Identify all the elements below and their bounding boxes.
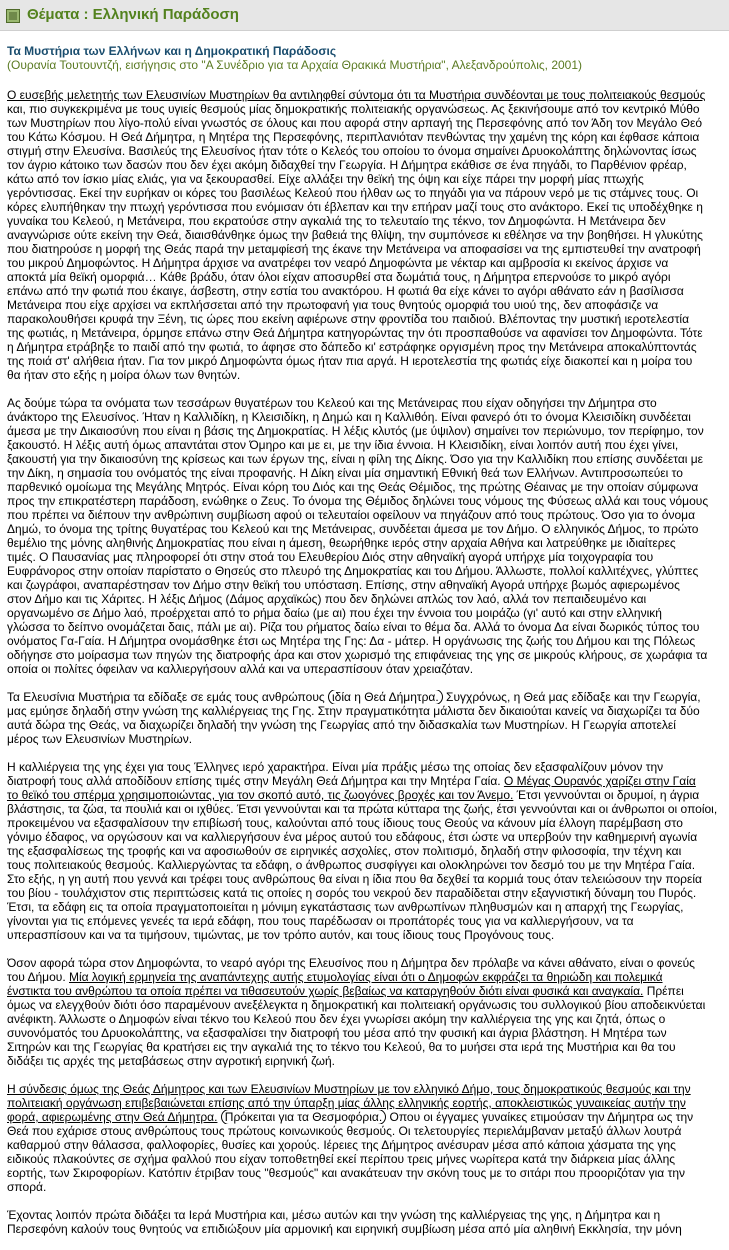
- paragraph: [7, 396, 723, 676]
- text-line: [7, 732, 723, 746]
- text-line: [7, 172, 723, 186]
- text-run: Ας δούμε τώρα τα ονόματα των τεσσάρων θυγατέρων του Κελεού και της Μετάνειρας που είχαν οδηγήσει την Δήμητρα στο: [7, 396, 657, 410]
- text-line: [7, 592, 723, 606]
- underlined-text: Ο ευσεβής μελετητής των Ελευσινίων Μυστηρίων θα αντιληφθεί σύντομα ότι τα Μυστήρια συνδέονται με τους πολιτειακούς θεσμούς: [7, 88, 706, 102]
- text-run: μέρος των Ελευσινίων Μυστηρίων.: [7, 732, 193, 746]
- text-line: [7, 1208, 723, 1222]
- text-run: Περσεφόνη καλούν τους θνητούς να επιδιώξουν μία αρμονική και ειρηνική συμβίωση μέσα από μία αληθινή Εκκλησία, την μόνη: [7, 1222, 682, 1236]
- underlined-text: φορά, αφιερωμένης στην Θεά Δήμητρα.: [7, 1110, 218, 1124]
- text-line: [7, 186, 723, 200]
- text-line: [7, 788, 723, 802]
- text-line: [7, 830, 723, 844]
- text-line: [7, 480, 723, 494]
- text-run: αποκτά μία θεϊκή ομορφιά… Κάθε βράδυ, όταν όλοι είχαν αποσυρθεί στα δωμάτιά τους, η Δήμητρα επερνούσε το μικρό αγόρι: [7, 270, 671, 284]
- text-line: [7, 256, 723, 270]
- text-run: άνάκτορο της Ελευσίνος. Ήταν η Καλλιδίκη, η Κλεισιδίκη, η Δημώ και η Καλλιθόη. Είναι φανερό ότι το όνομα Κλεισιδίκη συνδέεται: [7, 410, 691, 424]
- text-run: αυτά δώρα της Θεάς, να διαχωρίζει δηλαδή την γνώση της Γεωργίας από την διδασκαλία των Μυστηρίων. Η Γεωργία αποτελεί: [7, 718, 676, 732]
- text-run: παρακολουθήσει κρυφά την Ξένη, τις ώρες που εκείνη αφιέρωνε στην φροντίδα του παιδιού. Βλέποντας την μυστική ιεροτελεστία: [7, 312, 690, 326]
- text-line: [7, 620, 723, 634]
- text-run: υπερασπίσουν και να τα τιμήσουν, τιμώντας, με τον τρόπο αυτόν, και τους ίδιους τους Προγόνους τους.: [7, 928, 555, 942]
- text-run: Έχοντας λοιπόν πρώτα διδάξει τα Ιερά Μυστήρια και, μέσω αυτών και την γνώση της καλλιέργειας της γης, η Δήμητρα και η: [7, 1208, 661, 1222]
- text-line: [7, 956, 723, 970]
- underlined-text: πολιτειακή οργάνωση επιβεβαιώνεται επίσης από την ύπαρξη μίας άλλης ελληνικής εορτής, αποκλειστικώς γυναικείας αυτήν την: [7, 1096, 686, 1110]
- text-line: [7, 774, 723, 788]
- text-run: και ζωγράφοι, αναπαρέστησαν τον Δήμο στην θεϊκή του υπόσταση. Επίσης, στην αθηναϊκή Αγορά υπήρχε βωμός αφιερωμένος: [7, 578, 680, 592]
- text-line: [7, 1040, 723, 1054]
- text-line: [7, 564, 723, 578]
- text-line: [7, 130, 723, 144]
- text-run: Όσον αφορά τώρα στον Δημοφώντα, το νεαρό αγόρι της Ελευσίνος που η Δήμητρα δεν πρόλαβε να κάνει αθάνατο, είναι ο φονεύς: [7, 956, 695, 970]
- paragraph: [7, 88, 723, 382]
- text-run: στον Δήμο και τις Χάριτες. Η λέξις Δήμος (Δάμος αρχαϊκώς) που δεν δηλώνει απλώς τον λαό, αλλά τον πεπαιδευμένο και: [7, 592, 647, 606]
- text-run: της φωτιάς, η Μετάνειρα, όρμησε επάνω στην Θεά Δήμητρα κατηγορώντας την ότι προσπαθούσε να αφανίσει τον Δημοφώντα. Τότε: [7, 326, 703, 340]
- text-line: [7, 298, 723, 312]
- text-line: [7, 354, 723, 368]
- circled-text: Πρόκειται για τα Θεσμοφόρια.: [221, 1110, 386, 1124]
- article-title: Τα Μυστήρια των Ελλήνων και η Δημοκρατική Παράδοσις: [7, 44, 337, 58]
- paragraph: [7, 956, 723, 1068]
- text-run: του μικρού Δημοφώντος. Η Δήμητρα άρχισε να ανατρέφει τον νεαρό Δημοφώντα με νέκταρ και αμβροσία κι εκείνος άρχισε να: [7, 256, 669, 270]
- text-run: παρθενικό ομοίωμα της Μεγάλης Μητρός. Είναι κόρη του Διός και της Θεάς Θέμιδος, της πρώτης Θέαινας με την οποίαν σύμφωνα: [7, 480, 699, 494]
- underlined-text: ένστικτα του ανθρώπου τα οποία πρέπει να τιθασευτούν χωρίς βεβαίως να καταργηθούν διότι είναι φυσικά και αναγκαία.: [7, 984, 644, 998]
- text-run: η Δήμητρα ετράβηξε το παιδί από την φωτιά, το άφησε στο δάπεδο κι' εστράφηκε οργισμένη προς την Μετάνειρα αποκαλύπτοντάς: [7, 340, 697, 354]
- text-run: Η καλλιέργεια της γης έχει για τους Έλληνες ιερό χαρακτήρα. Είναι μία πράξις μέσω της οποίας δεν εξασφαλίζουν μόνον την: [7, 760, 664, 774]
- text-line: [7, 1012, 723, 1026]
- text-line: [7, 200, 723, 214]
- paragraph: [7, 760, 723, 942]
- text-run: Σιτηρών και της Γεωργίας θα κρατήσει εις την αγκαλιά της το τέκνο του Κελεού, θα το μυήσει στα ιερά της Μυστήρια και θα του: [7, 1040, 676, 1054]
- text-run: του Κάτω Κόσμου. Η Θεά Δήμητρα, η Μητέρα της Περσεφόνης, περιπλανιόταν πενθώντας την χαμένη της κόρη και έφθασε κάποια: [7, 130, 700, 144]
- text-run: αναγνώρισε ούτε εκείνη την Θεά, διαισθάνθηκε όμως την βαθειά της θλίψη, την συμπόνεσε κι εθέλησε να την βοηθήσει. Η γλυκύτης: [7, 228, 703, 242]
- text-run: καθαρμού στην θάλασσα, φαλλοφορίες, θυσίες και χορούς. Ιέρειες της Δήμητρος ανέσυραν μέσα από κάποια χάσματα της γης: [7, 1138, 676, 1152]
- square-bullet-icon: [6, 9, 20, 23]
- text-run: και, πιο συγκεκριμένα με τους υγιείς θεσμούς μίας δημοκρατικής πολιτειακής οργανώσεως. Ας ξεκινήσουμε από τον κεντρικό Μύθο: [7, 102, 700, 116]
- text-line: [7, 998, 723, 1012]
- text-run: που πρέπει να διέπουν την ανθρώπινη συμβίωση αφού οι τελευταίοι οφείλουν να πηγάζουν από τους πρώτους. Όσο για το όνομα: [7, 508, 696, 522]
- text-line: [7, 634, 723, 648]
- text-run: Ευφράνορος στην οποίαν παρίστατο ο Θησεύς στο πλευρό της Δημοκρατίας και του Δήμου. Άλλωστε, πολλοί καλλιτέχνες, γλύπτες: [7, 564, 699, 578]
- section-header: [0, 0, 729, 31]
- text-run: Στο εξής, η γη αυτή που γεννά και τρέφει τους ανθρώπους θα είναι η ίδια που θα δεχθεί τα κορμιά τους όταν τελειώσουν την πορεία: [7, 872, 702, 886]
- underlined-text: Μία λογική ερμηνεία της αναπάντεχης αυτής ετυμολογίας είναι ότι ο Δημοφών εκφράζει τα θηριώδη και πολεμικά: [69, 970, 663, 984]
- text-run: της εξασφαλίσεως της τροφής και να αφοσιωθούν σε ειρηνικές ασχολίες, στον πολιτισμό, δηλαδή στην φιλοσοφία, την τέχνη και: [7, 844, 682, 858]
- underlined-text: Η σύνδεσις όμως της Θεάς Δήμητρος και των Ελευσινίων Μυστηρίων με τον ελληνικό Δήμο, τους δημοκρατικούς θεσμούς και την: [7, 1082, 691, 1096]
- text-run: Πρέπει: [643, 984, 684, 998]
- text-run: οποία οι πολίτες όφειλαν να καλλιεργήσουν αλλά και να υπερασπίσουν όταν χρειαζόταν.: [7, 662, 474, 676]
- text-run: μας εμύησε δηλαδή στην γνώση της καλλιέργειας της Γης. Στην πραγματικότητα μάλιστα δεν δικαιούται κανείς να διαχωρίζει τα δύο: [7, 704, 700, 718]
- text-line: [7, 816, 723, 830]
- text-line: [7, 214, 723, 228]
- text-line: [7, 228, 723, 242]
- text-line: [7, 1222, 723, 1236]
- text-line: [7, 116, 723, 130]
- text-run: ξακουστό. Η λέξις αυτή όμως απαντάται στον Όμηρο και με ει, με την ίδια έννοια. Η Κλεισιδίκη, είναι λοιπόν αυτή που έχει γίνει,: [7, 438, 679, 452]
- text-run: της ποιά στ' αλήθεια ήταν. Για τον μικρό Δημοφώντα όμως ήταν πια αργά. Η ιεροτελεστία της φωτιάς είχε διακοπεί και η μοίρα του: [7, 354, 693, 368]
- text-line: [7, 270, 723, 284]
- text-line: [7, 102, 723, 116]
- text-line: [7, 1054, 723, 1068]
- text-run: Οπου οι έγγαμες γυναίκες ετιμούσαν την Δήμητρα ως την: [386, 1110, 694, 1124]
- text-line: [7, 970, 723, 984]
- text-line: [7, 704, 723, 718]
- text-line: [7, 1166, 723, 1180]
- article-body: [7, 88, 723, 1236]
- text-run: την Δίκη, η σημασία του ονόματός της είναι προφανής. Η Δίκη είναι μία σημαντική Εθνική θεά των Ελλήνων. Αντιπροσωπεύει το: [7, 466, 683, 480]
- text-line: [7, 326, 723, 340]
- text-line: [7, 88, 723, 102]
- text-line: [7, 452, 723, 466]
- text-line: [7, 886, 723, 900]
- text-run: των Μυστηρίων που λίγο-πολύ είναι γνωστός σε όλους και που αφορά στην αρπαγή της Περσεφόνης από τον Άδη τον Μεγάλο Θεό: [7, 116, 703, 130]
- text-line: [7, 1124, 723, 1138]
- text-line: [7, 802, 723, 816]
- underlined-text: το θεϊκό του σπέρμα χρησιμοποιώντας, για τον σκοπό αυτό, τις ζωογόνες βροχές και τον Άνεμο.: [7, 788, 514, 802]
- text-run: συνονόματός του Δρυοκολάπτης, να εξασφαλίσει την διατροφή του μέσα από την φυσική και άγρια βλάστηση. Η Μητέρα των: [7, 1026, 667, 1040]
- text-line: [7, 536, 723, 550]
- text-run: γυναίκα του Κελεού, η Μετάνειρα, που εκρατούσε στην αγκαλιά της το τελευταίο της τέκνο, τον Δημοφώντα. Η Μετάνειρα δεν: [7, 214, 666, 228]
- text-line: [7, 158, 723, 172]
- text-run: οδήγησε στο μοίρασμα των πηγών της διατροφής άρα και στον χωρισμό της επιφάνειας της γης σε μικρούς κλήρους, σε χωράφια τα: [7, 648, 708, 662]
- text-run: ειδικούς πλακούντες σε σχήμα φαλλού που είχαν τοποθετηθεί εκεί περίπου τρεις μήνες νωρίτερα κατά την διάρκεια μίας άλλης: [7, 1152, 676, 1166]
- text-line: [7, 438, 723, 452]
- article: [7, 44, 723, 1250]
- text-run: κόρες ελυπήθηκαν την πτωχή γερόντισσα που ενόμισαν ότι έβλεπαν και την επήραν μαζί τους στο ανάκτορο. Εκεί τις υποδέχθηκε η: [7, 200, 703, 214]
- paragraph: [7, 690, 723, 746]
- paragraph: [7, 1208, 723, 1236]
- text-line: [7, 844, 723, 858]
- text-line: [7, 606, 723, 620]
- text-line: [7, 312, 723, 326]
- text-run: του Δήμου.: [7, 970, 69, 984]
- text-run: διατροφή τους αλλά αποδίδουν επίσης τιμές στην Μεγάλη Θεά Δήμητρα και την Μητέρα Γαία.: [7, 774, 504, 788]
- text-run: θεμέλιο της μόνης αληθινής Δημοκρατίας που είναι η άμεση, θεωρήθηκε ιερός στην αρχαία Αθήνα και λατρεύθηκε με ιδιαίτερες: [7, 536, 676, 550]
- text-run: σπορά.: [7, 1180, 47, 1194]
- text-run: οργανωμένο σε Δήμο λαό, προέρχεται από το ρήμα δαίω (με αι) που έχει την έννοια του μοιράζω (γι' αυτό και στην ελληνική: [7, 606, 662, 620]
- text-line: [7, 508, 723, 522]
- text-line: [7, 690, 723, 704]
- text-run: ονόματος Γα-Γαία. Η Δήμητρα ονομάσθηκε έτσι ως Μητέρα της Γης: Δα - μάτερ. Η οργάνωσις της ζωής του Δήμου και της Πόλεως: [7, 634, 696, 648]
- text-run: διδάξει τις αρχές της μεταβάσεως στην αγροτική ειρηνική ζωή.: [7, 1054, 336, 1068]
- text-line: [7, 494, 723, 508]
- text-run: γερόντισσας. Εκεί την ευρήκαν οι κόρες του βασιλέως Κελεού που ήλθαν ως το πηγάδι για να πάρουν νερό με τις στάμνες τους. Οι: [7, 186, 699, 200]
- text-line: [7, 872, 723, 886]
- text-line: [7, 718, 723, 732]
- text-run: όμως να ελεγχθούν διότι όσο παραμένουν ανεξέλεγκτα η δημοκρατική και πολιτειακή οργάνωσις του συλλογικού βίου αποδεικνύεται: [7, 998, 706, 1012]
- text-line: [7, 340, 723, 354]
- text-run: γόνιμο έδαφος, να οργώσουν και να καλλιεργήσουν ένα μέρος αυτού του εδάφους, έτσι ώστε να υπερβούν την καθημερινή αγωνία: [7, 830, 698, 844]
- section-title: Θέματα : Ελληνική Παράδοση: [27, 6, 239, 23]
- text-line: [7, 410, 723, 424]
- text-run: θα ήταν στο εξής η μοίρα όλων των θνητών.: [7, 368, 241, 382]
- text-run: άμεσα με την Δικαιοσύνη που είναι η βάσις της Δημοκρατίας. Η λέξις κλυτός (με ύψιλον) σημαίνει τον περιώνυμο, τον περίφημο, τον: [7, 424, 704, 438]
- text-line: [7, 424, 723, 438]
- text-line: [7, 284, 723, 298]
- text-run: στιγμή στην Ελευσίνα. Βασιλεύς της Ελευσίνος ήταν τότε ο Κελεός του οποίου το όνομα σημαίνει Δρυοκολάπτης δηλώνοντας ίσως: [7, 144, 697, 158]
- text-line: [7, 242, 723, 256]
- text-run: γίνονται για τις επόμενες γενεές τα ιερά εδάφη, που τους παρέδωσαν οι προπάτορές τους για να καλλιεργήσουν, να τα: [7, 914, 634, 928]
- text-line: [7, 1096, 723, 1110]
- text-run: τον άγριο κάτοικο των δασών που δεν έχει ακόμη διδαχθεί την Γεωργία. Η Δήμητρα εκάθισε σε ένα πηγάδι, το Παρθένιον φρέαρ,: [7, 158, 687, 172]
- text-line: [7, 760, 723, 774]
- text-run: τιμές. Ο Παυσανίας μας πληροφορεί ότι στην στοά του Ελευθερίου Διός στην αθηναϊκή αγορά υπήρχε μία τοιχογραφία του: [7, 550, 654, 564]
- article-subtitle: (Ουρανία Τουτουντζή, εισήγησις στο "Α Συνέδριο για τα Αρχαία Θρακικά Μυστήρια", Αλεξανδρούπολις, 2001): [7, 58, 583, 72]
- text-run: κάτω από τον ίσκιο μίας ελιάς, για να ξεκουρασθεί. Είχε αλλάξει την θεϊκή της όψη και είχε πάρει την μορφή μίας πτωχής: [7, 172, 644, 186]
- text-line: [7, 550, 723, 564]
- text-line: [7, 1026, 723, 1040]
- text-line: [7, 1082, 723, 1096]
- text-line: [7, 858, 723, 872]
- text-run: βλάστησις, τα ζώα, τα πουλιά και οι ιχθύες. Έτσι γεννούνται και τα πρώτα κύτταρα της ζωής, έτσι γεννούνται και οι άνθρωποι οι οποίοι,: [7, 802, 718, 816]
- text-run: προκειμένου να εξασφαλίσουν την επιβίωσή τους, καλούνται από τους ίδιους τους Θεούς να κάνουν μία έλλογη παρέμβαση στο: [7, 816, 683, 830]
- text-line: [7, 522, 723, 536]
- text-line: [7, 984, 723, 998]
- text-line: [7, 662, 723, 676]
- text-run: Έτσι γεννούνται οι δρυμοί, η άγρια: [513, 788, 700, 802]
- text-line: [7, 466, 723, 480]
- text-run: του βίου - τουλάχιστον στις περιπτώσεις κατά τις οποίες η σορός του νεκρού δεν παραδίδεται στην εξαγνιστική δύναμη του Πυρός.: [7, 886, 697, 900]
- text-line: [7, 368, 723, 382]
- text-run: Τα Ελευσίνια Μυστήρια τα εδίδαξε σε εμάς τους ανθρώπους: [7, 690, 328, 704]
- text-run: τους πολιτειακούς θεσμούς. Καλλιεργώντας τα εδάφη, ο άνθρωπος συσφίγγει και ολοκληρώνει τον δεσμό του με την Μητέρα Γαία.: [7, 858, 696, 872]
- text-line: [7, 900, 723, 914]
- text-run: εορτής, των Σκιροφορίων. Κατόπιν έτριβαν τους "θεσμούς" και ανακάτευαν την σκόνη τους με το σιτάρι που προοριζόταν για την: [7, 1166, 685, 1180]
- text-run: προς την επικρατέστερη παράδοση, ενώθηκε ο Ζευς. Το όνομα της Θέμιδος δηλώνει τους νόμους της Φύσεως αλλά και τους νόμους: [7, 494, 709, 508]
- text-run: Συγχρόνως, η Θεά μας εδίδαξε και την Γεωργία,: [442, 690, 701, 704]
- text-run: Μετάνειρα που είχε αρχίσει να εκπλήσσεται από την πρωτοφανή για τους θνητούς ομορφιά του υιού της, δεν αποφάσιζε να: [7, 298, 659, 312]
- text-line: [7, 928, 723, 942]
- text-run: ανέφικτη. Άλλωστε ο Δημοφών είναι τέκνο του Κελεού που δεν έχει γνωρίσει ακόμη την καλλιέργεια της γης και ζητά, όπως ο: [7, 1012, 666, 1026]
- underlined-text: Ο Μέγας Ουρανός χαρίζει στην Γαία: [503, 774, 696, 788]
- text-line: [7, 1110, 723, 1124]
- text-run: που διατηρούσε η μορφή της Θεάς παρά την μεταμφίεσή της έκανε την Μετάνειρα να αποφασίσει να της εμπιστευθεί την ανατροφή: [7, 242, 701, 256]
- text-line: [7, 144, 723, 158]
- text-run: γλώσσα το δείπνο ονομάζεται δαις, πάλι με αι). Ρίζα του ρήματος δαίω είναι το θέμα δα. Αλλά το όνομα Δα είναι δωρικός τύπος του: [7, 620, 700, 634]
- text-run: Δημώ, το όνομα της τρίτης θυγατέρας του Κελεού και της Μετάνειρας, συνδέεται άμεσα με τον Δήμο. Ο ελληνικός Δήμος, το πρώτο: [7, 522, 699, 536]
- text-line: [7, 396, 723, 410]
- text-line: [7, 1180, 723, 1194]
- paragraph: [7, 1082, 723, 1194]
- text-line: [7, 648, 723, 662]
- circled-text: ιδία η Θεά Δήμητρα.: [328, 690, 443, 704]
- text-line: [7, 914, 723, 928]
- text-run: επάνω από την φωτιά που έκαιγε, άσβεστη, στην εστία του ανακτόρου. Η φωτιά θα είχε κάνει το αγόρι αθάνατο εάν η βασίλισσα: [7, 284, 684, 298]
- text-line: [7, 1138, 723, 1152]
- text-run: Έτσι, τα εδάφη εις τα οποία πραγματοποιείται η μόνιμη εγκατάστασις των ανθρωπίνων πληθυσμών και η απαρχή της Γεωργίας,: [7, 900, 684, 914]
- text-run: Θεά που εχάρισε στους ανθρώπους τους πρώτους κοινωνικούς θεσμούς. Οι τελετουργίες περιελάμβαναν μεταξύ άλλων λουτρά: [7, 1124, 682, 1138]
- text-line: [7, 578, 723, 592]
- text-line: [7, 1152, 723, 1166]
- text-run: ξακουστή για την δικαιοσύνη της κρίσεως και των έργων της, είναι η φίλη της Δίκης. Όσο για την Καλλιδίκη που επίσης συνδέεται με: [7, 452, 704, 466]
